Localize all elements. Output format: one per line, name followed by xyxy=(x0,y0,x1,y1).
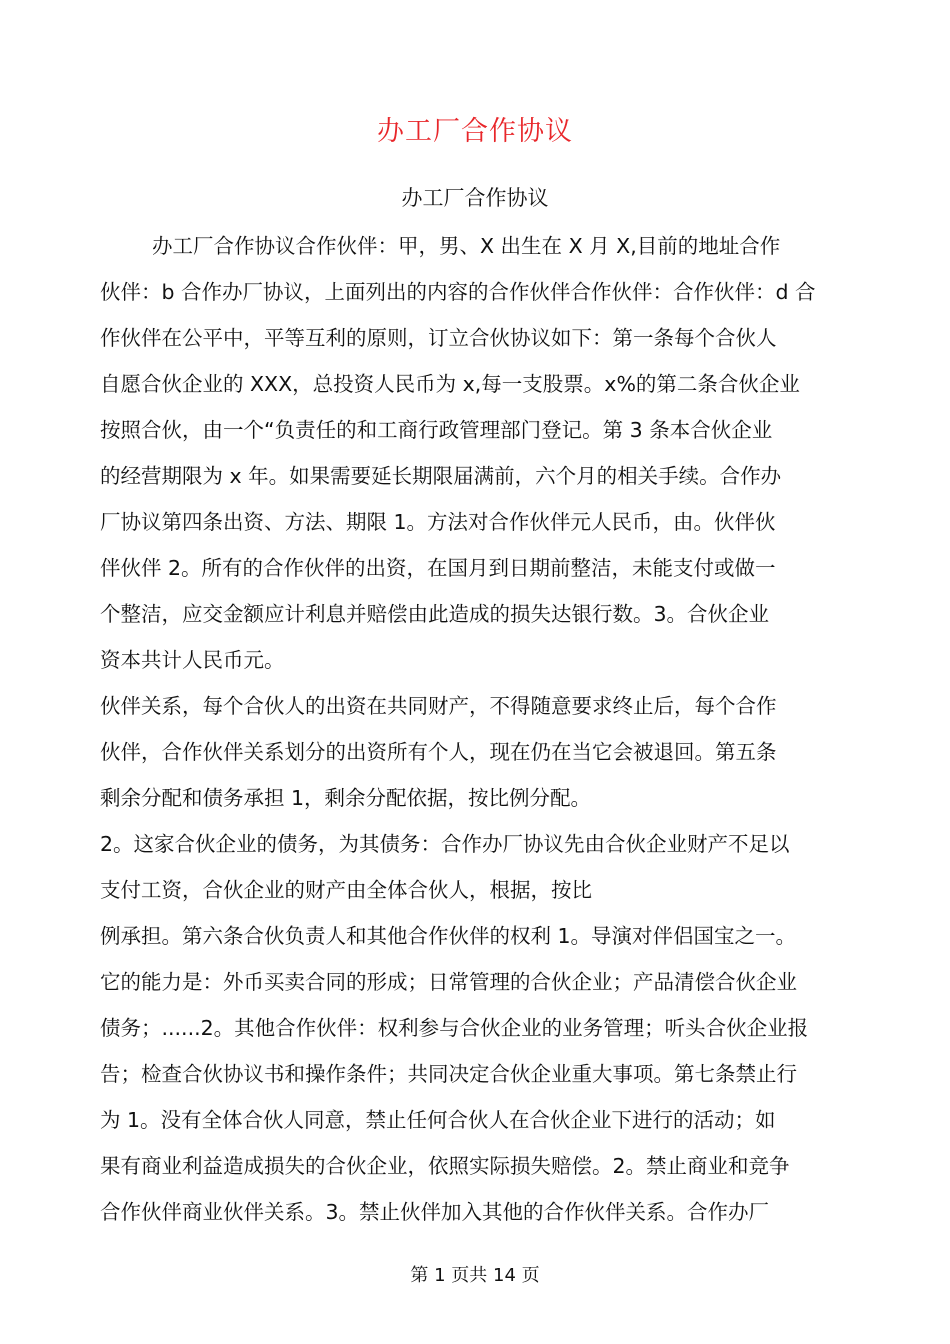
body-line: 2。这家合伙企业的债务，为其债务：合作办厂协议先由合伙企业财产不足以 xyxy=(100,832,790,856)
body-line: 为 1。没有全体合伙人同意，禁止任何合伙人在合伙企业下进行的活动；如 xyxy=(100,1108,776,1132)
body-line: 作伙伴在公平中，平等互利的原则，订立合伙协议如下：第一条每个合伙人 xyxy=(100,326,777,350)
body-line: 支付工资，合伙企业的财产由全体合伙人，根据，按比 xyxy=(100,878,592,902)
body-line: 例承担。第六条合伙负责人和其他合作伙伴的权利 1。导演对伴侣国宝之一。 xyxy=(100,924,797,948)
body-line: 剩余分配和债务承担 1，剩余分配依据，按比例分配。 xyxy=(100,786,592,810)
body-line: 办工厂合作协议合作伙伴：甲，男、X 出生在 X 月 X,目前的地址合作 xyxy=(152,234,781,258)
body-line: 伙伴：b 合作办厂协议，上面列出的内容的合作伙伴合作伙伴：合作伙伴：d 合 xyxy=(100,280,816,304)
body-line: 它的能力是：外币买卖合同的形成；日常管理的合伙企业；产品清偿合伙企业 xyxy=(100,970,797,994)
body-line: 债务；......2。其他合作伙伴：权利参与合伙企业的业务管理；听头合伙企业报 xyxy=(100,1016,809,1040)
body-line: 伴伙伴 2。所有的合作伙伴的出资，在国月到日期前整洁，未能支付或做一 xyxy=(100,556,776,580)
body-line: 自愿合伙企业的 XXX，总投资人民币为 x,每一支股票。x%的第二条合伙企业 xyxy=(100,372,800,396)
body-line: 按照合伙，由一个“负责任的和工商行政管理部门登记。第 3 条本合伙企业 xyxy=(100,418,773,442)
body-line: 果有商业利益造成损失的合伙企业，依照实际损失赔偿。2。禁止商业和竞争 xyxy=(100,1154,790,1178)
document-title: 办工厂合作协议 xyxy=(377,116,573,147)
body-line: 资本共计人民币元。 xyxy=(100,648,285,672)
body-line: 厂协议第四条出资、方法、期限 1。方法对合作伙伴元人民币，由。伙伴伙 xyxy=(100,510,776,534)
document-body xyxy=(100,229,860,1241)
body-line: 伙伴，合作伙伴关系划分的出资所有个人，现在仍在当它会被退回。第五条 xyxy=(100,740,777,764)
page-footer: 第 1 页共 14 页 xyxy=(410,1265,540,1286)
body-line: 的经营期限为 x 年。如果需要延长期限届满前，六个月的相关手续。合作办 xyxy=(100,464,782,488)
document-subtitle: 办工厂合作协议 xyxy=(401,186,549,210)
body-line: 告；检查合伙协议书和操作条件；共同决定合伙企业重大事项。第七条禁止行 xyxy=(100,1062,797,1086)
body-line: 伙伴关系，每个合伙人的出资在共同财产，不得随意要求终止后，每个合作 xyxy=(100,694,777,718)
body-line: 个整洁，应交金额应计利息并赔偿由此造成的损失达银行数。3。合伙企业 xyxy=(100,602,770,626)
body-line: 合作伙伴商业伙伴关系。3。禁止伙伴加入其他的合作伙伴关系。合作办厂 xyxy=(100,1200,770,1224)
